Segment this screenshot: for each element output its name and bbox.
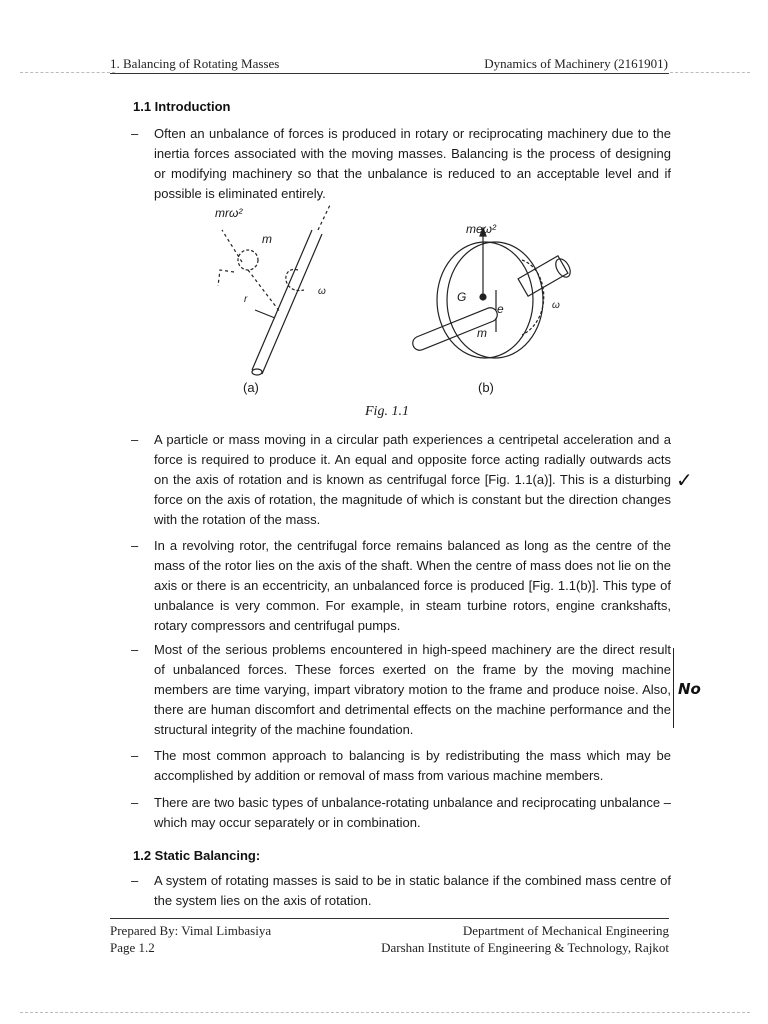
section-title-introduction: 1.1 Introduction xyxy=(133,99,231,114)
figure-a-radius-label: r xyxy=(244,294,248,305)
paragraph: Most of the serious problems encountered in high-speed machinery are the direct result of unbalanced forces. These forces exerted on the frame by the moving machine members are time varying, impart vibratory motion to the frame and produce noise. Also, there are human discomfort and detrimental effects on the machine performance and the structural integrity of the machine foundation. xyxy=(154,642,671,737)
bullet-dash: – xyxy=(131,538,139,553)
checkmark-annotation: ✓ xyxy=(676,468,693,492)
figure-a-force-label: mrω² xyxy=(215,206,243,220)
paragraph: There are two basic types of unbalance-rotating unbalance and reciprocating unbalance – which may occur separately or in combination. xyxy=(154,795,671,830)
footer-rule xyxy=(110,918,669,919)
figure-a-mass-label: m xyxy=(262,232,272,246)
figure-caption: Fig. 1.1 xyxy=(365,404,409,419)
paragraph: A particle or mass moving in a circular path experiences a centripetal acceleration and a force is required to produce it. An equal and opposite force acting radially outwards acts on the axis of rotation and is known as centrifugal force [Fig. 1.1(a)]. This is a disturbing force on the axis of rotation, the magnitude of which is constant but the direction changes with the rotation of the mass. xyxy=(154,432,671,527)
figure-b-force-label: meω² xyxy=(466,222,497,236)
footer-prepared-by: Prepared By: Vimal Limbasiya xyxy=(110,923,272,938)
list-item xyxy=(131,124,671,204)
figure-b-label: (b) xyxy=(478,380,494,395)
list-item xyxy=(131,640,671,740)
handwritten-annotation: No xyxy=(678,680,701,698)
figure-1-1 xyxy=(200,200,600,400)
footer-left xyxy=(110,922,271,956)
figure-b-centre-label: G xyxy=(457,290,467,304)
paragraph: A system of rotating masses is said to be in static balance if the combined mass centre of the system lies on the axis of rotation. xyxy=(154,873,671,908)
bullet-dash: – xyxy=(131,795,139,810)
bullet-dash: – xyxy=(131,748,139,763)
footer-right xyxy=(381,922,669,956)
list-item xyxy=(131,793,671,833)
paragraph: Often an unbalance of forces is produced in rotary or reciprocating machinery due to the inertia forces associated with the moving masses. Balancing is the process of designing or modifying machinery so that the unbalance is reduced to an acceptable level and if possible is eliminated entirely. xyxy=(154,126,671,201)
bullet-dash: – xyxy=(131,126,139,141)
figure-drawing xyxy=(200,200,600,400)
footer-institute: Darshan Institute of Engineering & Technology, Rajkot xyxy=(381,940,669,955)
figure-a-label: (a) xyxy=(243,380,259,395)
list-item xyxy=(131,746,671,786)
bullet-dash: – xyxy=(131,873,139,888)
header-rule xyxy=(110,73,669,74)
paragraph: The most common approach to balancing is by redistributing the mass which may be accomplished by addition or removal of mass from various machine members. xyxy=(154,748,671,783)
figure-a-omega-label: ω xyxy=(318,286,326,297)
list-item xyxy=(131,871,671,911)
list-item xyxy=(131,430,671,530)
scan-noise-top-right xyxy=(670,72,750,73)
figure-b-mass-label: m xyxy=(477,326,487,340)
scan-noise-bottom xyxy=(20,1012,750,1013)
header-chapter-title: 1. Balancing of Rotating Masses xyxy=(110,56,280,71)
figure-b-drawing xyxy=(411,228,574,358)
footer-page-number: Page 1.2 xyxy=(110,940,155,955)
footer-department: Department of Mechanical Engineering xyxy=(462,923,669,938)
paragraph: In a revolving rotor, the centrifugal force remains balanced as long as the centre of the mass of the rotor lies on the axis of the shaft. When the centre of mass does not lie on the axis or there is an eccentricity, an unbalanced force is produced [Fig. 1.1(b)]. This type of unbalance is very common. For example, in steam turbine rotors, engine crankshafts, rotary compressors and centrifugal pumps. xyxy=(154,538,671,633)
list-item xyxy=(131,536,671,636)
figure-a-drawing xyxy=(218,205,330,375)
margin-bracket xyxy=(673,648,674,728)
bullet-dash: – xyxy=(131,642,139,657)
section-title-static-balancing: 1.2 Static Balancing: xyxy=(133,848,261,863)
figure-b-ecc-label: e xyxy=(497,302,504,316)
header-course-title: Dynamics of Machinery (2161901) xyxy=(484,56,668,71)
scan-noise-top xyxy=(20,72,115,73)
figure-b-omega-label: ω xyxy=(552,300,560,311)
bullet-dash: – xyxy=(131,432,139,447)
